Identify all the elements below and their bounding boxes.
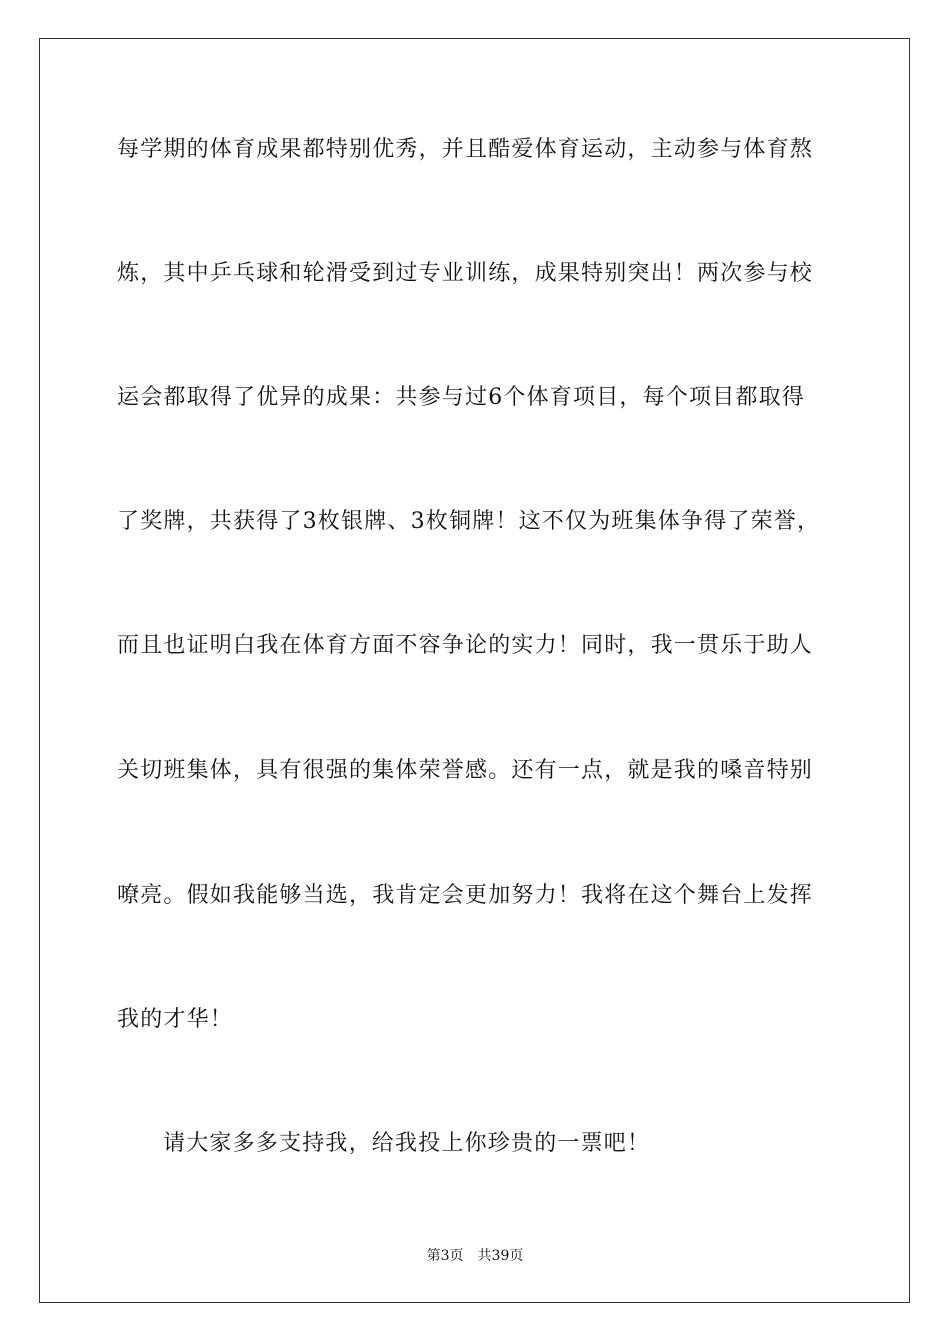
page-total: 共39页 <box>477 1248 524 1264</box>
paragraph-line: 关切班集体，具有很强的集体荣誉感。还有一点，就是我的嗓音特别 <box>117 758 814 783</box>
paragraph-line: 嘹亮。假如我能够当选，我肯定会更加努力！我将在这个舞台上发挥 <box>117 883 814 908</box>
page-border <box>39 38 910 1303</box>
paragraph-line: 了奖牌，共获得了3枚银牌、3枚铜牌！这不仅为班集体争得了荣誉， <box>117 509 821 534</box>
paragraph-line: 每学期的体育成果都特别优秀，并且酷爱体育运动，主动参与体育熬 <box>117 137 814 162</box>
paragraph-line: 运会都取得了优异的成果：共参与过6个体育项目，每个项目都取得 <box>117 385 805 410</box>
paragraph-line: 我的才华！ <box>117 1007 234 1032</box>
paragraph-line: 炼，其中乒乓球和轮滑受到过专业训练，成果特别突出！两次参与校 <box>117 261 814 286</box>
page-footer <box>0 1247 950 1265</box>
page-number: 第3页 <box>426 1248 464 1264</box>
closing-paragraph: 请大家多多支持我，给我投上你珍贵的一票吧！ <box>163 1131 651 1156</box>
paragraph-line: 而且也证明白我在体育方面不容争论的实力！同时，我一贯乐于助人 <box>117 633 814 658</box>
